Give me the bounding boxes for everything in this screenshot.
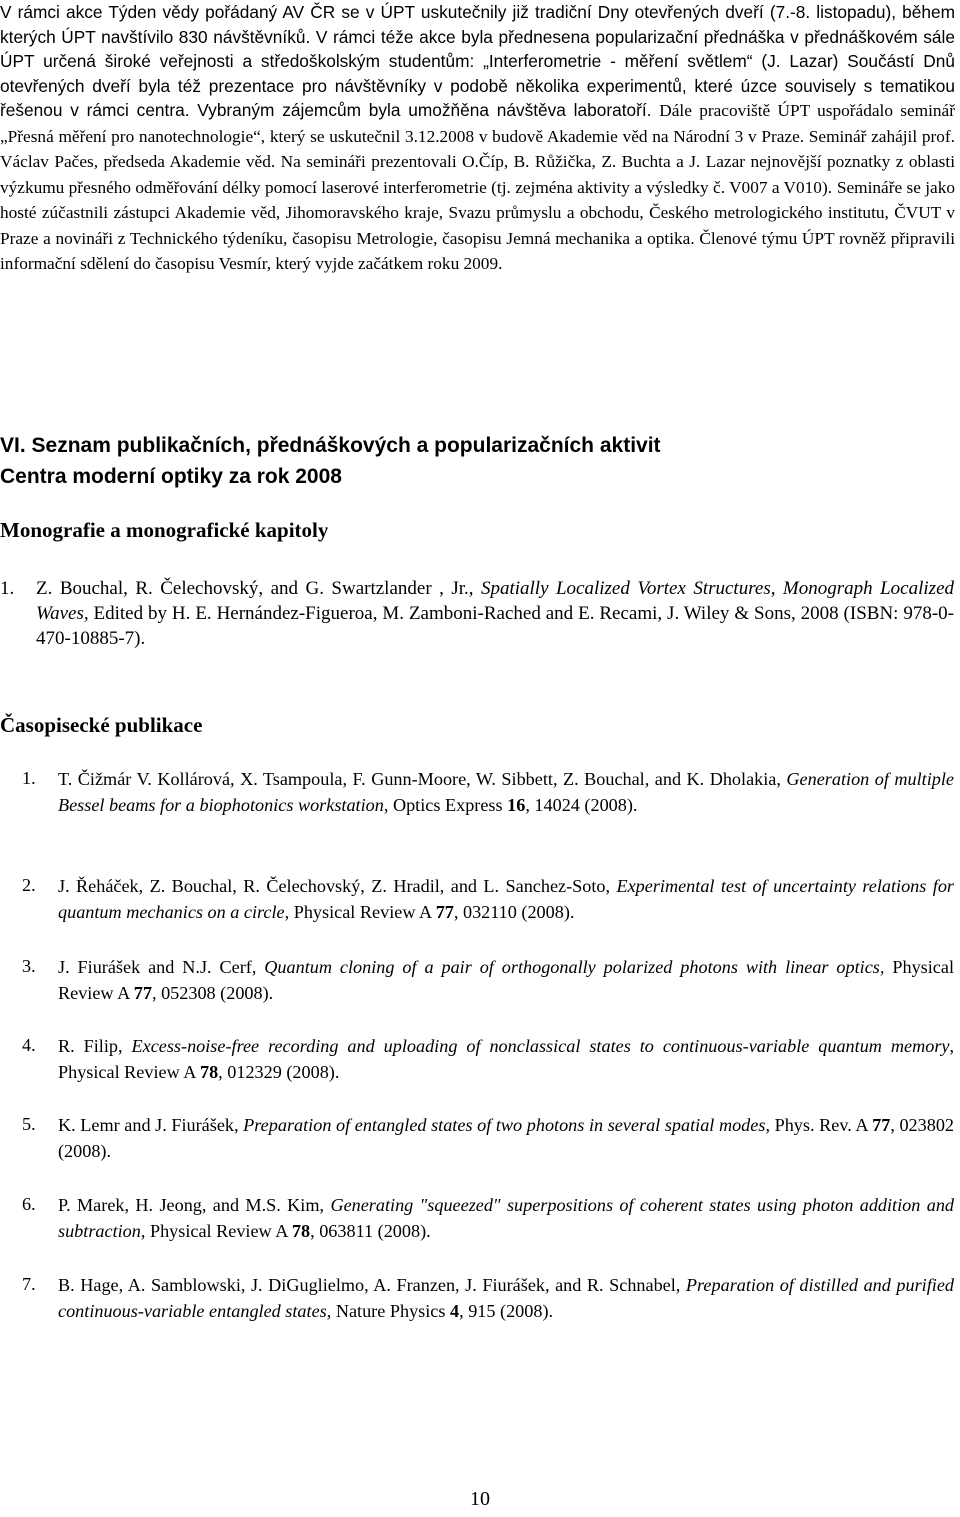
monograph-details: Edited by H. E. Hernández-Figueroa, M. Zamboni-Rached and E. Recami, J. Wiley & Sons, 2008 (ISBN: 978-0-470-10885-7). [36, 603, 955, 649]
journal-item-journal: , Phys. Rev. A [765, 1115, 868, 1135]
monograph-entry [36, 576, 954, 651]
journal-item-pages: , 063811 (2008). [310, 1221, 431, 1241]
journal-item-authors: J. Fiurášek and N.J. Cerf, [58, 957, 257, 977]
journal-item [58, 1192, 954, 1244]
journal-item-pages: , 052308 (2008). [151, 983, 274, 1003]
journal-item-number: 1. [22, 768, 36, 788]
journal-item-journal: , Physical Review A [58, 1036, 955, 1082]
journal-item-title: Generation of multiple Bessel beams for a biophotonics workstation [58, 769, 954, 815]
monograph-authors: Z. Bouchal, R. Čelechovský, and G. Swartzlander , Jr., [36, 578, 474, 599]
journal-item [58, 954, 954, 1006]
journal-item-title: Preparation of entangled states of two photons in several spatial modes [243, 1115, 766, 1135]
monograph-number: 1. [0, 578, 15, 599]
journal-item-volume: 77 [133, 983, 152, 1003]
intro-guests-text: Semináře se jako hosté zúčastnili zástupci Akademie věd, Jihomoravského kraje, Svazu průmyslu a obchodu, Českého metrologického institutu, ČVUT v Praze a novináři z Technického týdeníku, časopisu Metrologie, časopisu Jemná mechanika a optika. Členové týmu ÚPT rovněž připravili informační sdělení do časopisu Vesmír, který vyjde začátkem roku 2009. [0, 177, 955, 273]
monographs-heading: Monografie a monografické kapitoly [0, 518, 329, 542]
section-heading [0, 430, 955, 492]
intro-open-days-text: V rámci akce Týden vědy pořádaný AV ČR se v ÚPT uskutečnily již tradiční Dny otevřených dveří (7.-8. listopadu), během kterých ÚPT navštívilo 830 návštěvníků. V rámci téže akce byla přednesena popularizační přednáška v přednáškovém sále ÚPT určená široké veřejnosti a středoškolským studentům: „Interferometrie - měření světlem“ (J. Lazar) Součástí Dnů otevřených dveří byla též prezentace pro návštěvníky v podobě několika experimentů, které úzce souvisely s tematikou řešenou v rámci centra. Vybraným zájemcům byla umožňěna návštěva laboratoří. [0, 2, 955, 120]
journal-item-number: 6. [22, 1194, 36, 1214]
journal-item-journal: , Optics Express [383, 795, 503, 815]
journal-item-title: Preparation of distilled and purified continuous-variable entangled states [58, 1275, 955, 1321]
journal-item-pages: , 023802 (2008). [58, 1115, 955, 1161]
journal-item-volume: 77 [435, 902, 454, 922]
journal-item-authors: R. Filip, [58, 1036, 123, 1056]
journal-item-number: 3. [22, 956, 36, 976]
journal-item-journal: Physical Review A [58, 957, 954, 1003]
intro-paragraph [0, 0, 955, 277]
journal-item-number: 7. [22, 1274, 36, 1294]
journal-item-volume: 77 [872, 1115, 891, 1135]
journal-item-title: Excess-noise-free recording and uploading of nonclassical states to continuous-variable quantum memory [131, 1036, 950, 1056]
journal-item [58, 766, 954, 818]
journal-item-volume: 78 [199, 1062, 219, 1082]
journal-item-title: Generating "squeezed" superpositions of coherent states using photon addition and subtraction [58, 1195, 955, 1241]
journal-item-pages: , 915 (2008). [459, 1301, 554, 1321]
journal-item-authors: T. Čižmár V. Kollárová, X. Tsampoula, F. Gunn-Moore, W. Sibbett, Z. Bouchal, and K. Dholakia, [58, 769, 781, 789]
journal-item [58, 1112, 954, 1164]
journal-item-authors: K. Lemr and J. Fiurášek, [58, 1115, 239, 1135]
journal-item-number: 2. [22, 875, 36, 895]
journal-item-authors: J. Řeháček, Z. Bouchal, R. Čelechovský, Z. Hradil, and L. Sanchez-Soto, [58, 876, 611, 896]
journal-item-volume: 78 [291, 1221, 311, 1241]
journal-item-pages: , 032110 (2008). [453, 902, 575, 922]
journal-item [58, 873, 954, 925]
journals-heading: Časopisecké publikace [0, 713, 203, 737]
journal-item-authors: B. Hage, A. Samblowski, J. DiGuglielmo, A. Franzen, J. Fiurášek, and R. Schnabel, [58, 1275, 681, 1295]
journal-item-volume: 4 [450, 1301, 460, 1321]
journal-item-journal: , Physical Review A [140, 1221, 288, 1241]
journal-item [58, 1033, 954, 1085]
journal-item-title: Quantum cloning of a pair of orthogonally polarized photons with linear optics, [264, 957, 885, 977]
section-heading-line1: VI. Seznam publikačních, přednáškových a popularizačních aktivit [0, 434, 661, 457]
section-heading-line2: Centra moderní optiky za rok 2008 [0, 465, 342, 488]
monograph-title: Spatially Localized Vortex Structures, Monograph Localized Waves, [36, 578, 955, 624]
journal-item-journal: , Nature Physics [326, 1301, 446, 1321]
journal-item-number: 4. [22, 1035, 36, 1055]
page-number: 10 [470, 1488, 490, 1510]
journal-item-title: Experimental test of uncertainty relations for quantum mechanics on a circle, [58, 876, 954, 922]
journal-item-number: 5. [22, 1114, 36, 1134]
journal-item-pages: , 14024 (2008). [525, 795, 638, 815]
journal-item-pages: , 012329 (2008). [218, 1062, 340, 1082]
intro-seminar-text: Dále pracoviště ÚPT uspořádalo seminář „Přesná měření pro nanotechnologie“, který se uskutečnil 3.12.2008 v budově Akademie věd na Národní 3 v Praze. Seminář zahájil prof. Václav Pačes, předseda Akademie věd. Na semináři prezentovali O.Číp, B. Růžička, Z. Buchta a J. Lazar nejnovější poznatky z oblasti výzkumu přesného odměřování délky pomocí laserové interferometrie (tj. zejména aktivity a výsledky č. V007 a V010). [0, 101, 955, 197]
journal-item-volume: 16 [507, 795, 526, 815]
journal-item-authors: P. Marek, H. Jeong, and M.S. Kim, [58, 1195, 325, 1215]
journal-item [58, 1272, 954, 1324]
journal-item-journal: Physical Review A [293, 902, 432, 922]
